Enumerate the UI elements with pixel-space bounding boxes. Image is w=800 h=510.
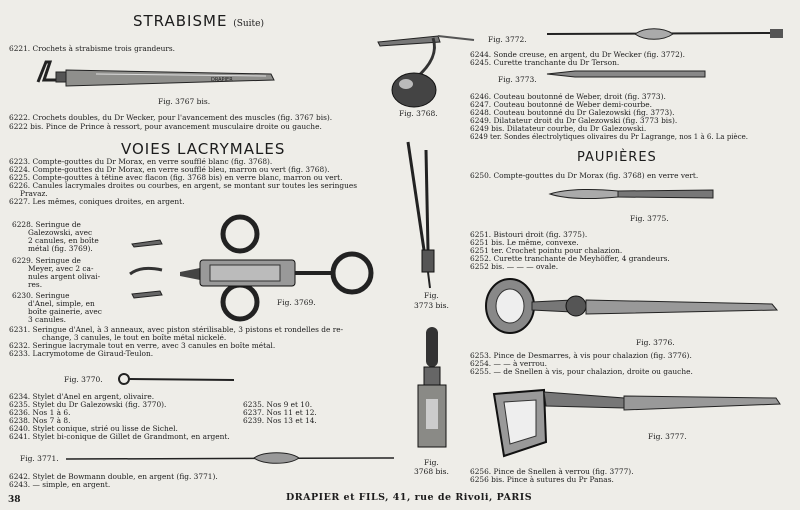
- item-6251bis: 6251 bis. Le même, convexe.: [470, 238, 579, 247]
- strabismus-hook-illustration: [36, 58, 276, 98]
- item-6248: 6248. Couteau boutonné du Dr Galezowski (fig. 3773).: [470, 108, 675, 117]
- item-6249bis: 6249 bis. Dilatateur courbe, du Dr Galezowski.: [470, 124, 647, 133]
- item-6230-2: d'Anel, simple, en: [28, 299, 95, 308]
- stylet-bowmann-illustration: [64, 450, 404, 466]
- item-6235: 6235. Stylet du Dr Galezowski (fig. 3770).: [9, 400, 167, 409]
- heading-voies-lacrymales: VOIES LACRYMALES: [121, 140, 286, 158]
- item-6228-2: Galezowski, avec: [28, 228, 93, 237]
- handle-brand-text: DRAPIER: [211, 77, 233, 83]
- item-6238: 6238. Nos 7 à 8.: [9, 416, 71, 425]
- desmarres-forceps-illustration: [482, 276, 782, 346]
- page-number: 38: [8, 495, 21, 505]
- item-6230-3: boîte gainerie, avec: [28, 307, 102, 316]
- item-6239: 6239. Nos 13 et 14.: [243, 416, 317, 425]
- item-6252bis: 6252 bis. — — — ovale.: [470, 262, 559, 271]
- caption-3770: Fig. 3770.: [64, 375, 103, 384]
- item-6246: 6246. Couteau boutonné de Weber, droit (fig. 3773).: [470, 92, 666, 101]
- item-6224: 6224. Compte-gouttes du Dr Morax, en verre soufflé bleu, marron ou vert (fig. 3768).: [9, 165, 330, 174]
- item-6256: 6256. Pince de Snellen à verrou (fig. 3777).: [470, 467, 634, 476]
- item-6229-1: 6229. Seringue de: [12, 256, 81, 265]
- item-6243: 6243. — simple, en argent.: [9, 480, 111, 489]
- caption-3771: Fig. 3771.: [20, 454, 59, 463]
- item-6249: 6249. Dilatateur droit du Dr Galezowski (fig. 3773 bis).: [470, 116, 678, 125]
- caption-3773bis-1: Fig.: [424, 291, 439, 300]
- item-6229-2: Meyer, avec 2 ca-: [28, 264, 94, 273]
- item-6251ter: 6251 ter. Crochet pointu pour chalazion.: [470, 246, 623, 255]
- item-6231: 6231. Seringue d'Anel, à 3 anneaux, avec piston stérilisable, 3 pistons et rondelles de re-: [9, 325, 344, 334]
- item-6254: 6254. — — à verrou.: [470, 359, 547, 368]
- heading-paupieres: PAUPIÈRES: [577, 150, 657, 165]
- item-6256bis: 6256 bis. Pince à sutures du Pr Panas.: [470, 475, 614, 484]
- item-6244: 6244. Sonde creuse, en argent, du Dr Wecker (fig. 3772).: [470, 50, 686, 59]
- item-6249ter: 6249 ter. Sondes électrolytiques olivaires du Pr Lagrange, nos 1 à 6. La pièce.: [470, 133, 748, 141]
- item-6245: 6245. Curette tranchante du Dr Terson.: [470, 58, 620, 67]
- item-6229-3: nules argent olivai-: [28, 272, 101, 281]
- item-6236: 6236. Nos 1 à 6.: [9, 408, 71, 417]
- item-6230-4: 3 canules.: [28, 315, 66, 324]
- item-6226: 6226. Canules lacrymales droites ou courbes, en argent, se montant sur toutes les seringues: [9, 181, 358, 190]
- item-6228-4: métal (fig. 3769).: [28, 244, 93, 253]
- syringe-illustration: [120, 210, 380, 320]
- heading-strabisme: STRABISME (Suite): [133, 12, 265, 30]
- stylet-galezowski-illustration: [116, 372, 236, 386]
- item-6255: 6255. — de Snellen à vis, pour chalazion, droite ou gauche.: [470, 367, 693, 376]
- item-6221: 6221. Crochets à strabisme trois grandeurs.: [9, 44, 176, 53]
- grooved-probe-illustration: [545, 26, 785, 42]
- caption-3776: Fig. 3776.: [636, 338, 675, 347]
- item-6226-cont: Pravaz.: [20, 189, 48, 198]
- snellen-forceps-illustration: [484, 384, 784, 464]
- footer-address: DRAPIER et FILS, 41, rue de Rivoli, PARIS: [286, 492, 533, 503]
- dropper-bottle-illustration: [412, 325, 452, 450]
- item-6232: 6232. Seringue lacrymale tout en verre, avec 3 canules en boîte métal.: [9, 341, 276, 350]
- weber-knife-illustration: [545, 66, 715, 80]
- item-6222bis: 6222 bis. Pince de Prince à ressort, pour avancement musculaire droite ou gauche.: [9, 122, 322, 131]
- item-6225: 6225. Compte-gouttes à tétine avec flacon (fig. 3768 bis) en verre blanc, marron ou vert.: [9, 173, 343, 182]
- item-6241: 6241. Stylet bi-conique de Gillet de Grandmont, en argent.: [9, 432, 230, 441]
- item-6223: 6223. Compte-gouttes du Dr Morax, en verre soufflé blanc (fig. 3768).: [9, 157, 273, 166]
- item-6235-nos: 6235. Nos 9 et 10.: [243, 400, 313, 409]
- caption-3768bis-2: 3768 bis.: [414, 467, 449, 476]
- item-6251: 6251. Bistouri droit (fig. 3775).: [470, 230, 588, 239]
- item-6237: 6237. Nos 11 et 12.: [243, 408, 317, 417]
- item-6240: 6240. Stylet conique, strié ou lisse de Sichel.: [9, 424, 178, 433]
- item-6233: 6233. Lacrymotome de Giraud-Teulon.: [9, 349, 154, 358]
- caption-3769: Fig. 3769.: [277, 298, 316, 307]
- caption-3777: Fig. 3777.: [648, 432, 687, 441]
- item-6253: 6253. Pince de Desmarres, à vis pour chalazion (fig. 3776).: [470, 351, 692, 360]
- item-6247: 6247. Couteau boutonné de Weber demi-courbe.: [470, 100, 652, 109]
- item-6228-1: 6228. Seringue de: [12, 220, 81, 229]
- item-6229-4: res.: [28, 280, 43, 289]
- caption-3767: Fig. 3767 bis.: [158, 97, 211, 106]
- dilator-illustration: [404, 140, 454, 290]
- item-6234: 6234. Stylet d'Anel en argent, olivaire.: [9, 392, 155, 401]
- dropper-bulb-illustration: [378, 28, 478, 108]
- item-6250: 6250. Compte-gouttes du Dr Morax (fig. 3768) en verre vert.: [470, 171, 699, 180]
- caption-3773bis-2: 3773 bis.: [414, 301, 449, 310]
- item-6242: 6242. Stylet de Bowmann double, en argent (fig. 3771).: [9, 472, 218, 481]
- item-6231-cont: change, 3 canules, le tout en boîte métal nickelé.: [42, 333, 227, 342]
- item-6230-1: 6230. Seringue: [12, 291, 70, 300]
- caption-3768bis-1: Fig.: [424, 458, 439, 467]
- caption-3773: Fig. 3773.: [498, 75, 537, 84]
- item-6227: 6227. Les mêmes, coniques droites, en argent.: [9, 197, 185, 206]
- scalpel-illustration: [548, 186, 718, 202]
- item-6228-3: 2 canules, en boîte: [28, 236, 99, 245]
- item-6222: 6222. Crochets doubles, du Dr Wecker, pour l'avancement des muscles (fig. 3767 bis).: [9, 113, 333, 122]
- caption-3772: Fig. 3772.: [488, 35, 527, 44]
- caption-3775: Fig. 3775.: [630, 214, 669, 223]
- caption-3768: Fig. 3768.: [399, 109, 438, 118]
- item-6252: 6252. Curette tranchante de Meyhöffer, 4 grandeurs.: [470, 254, 670, 263]
